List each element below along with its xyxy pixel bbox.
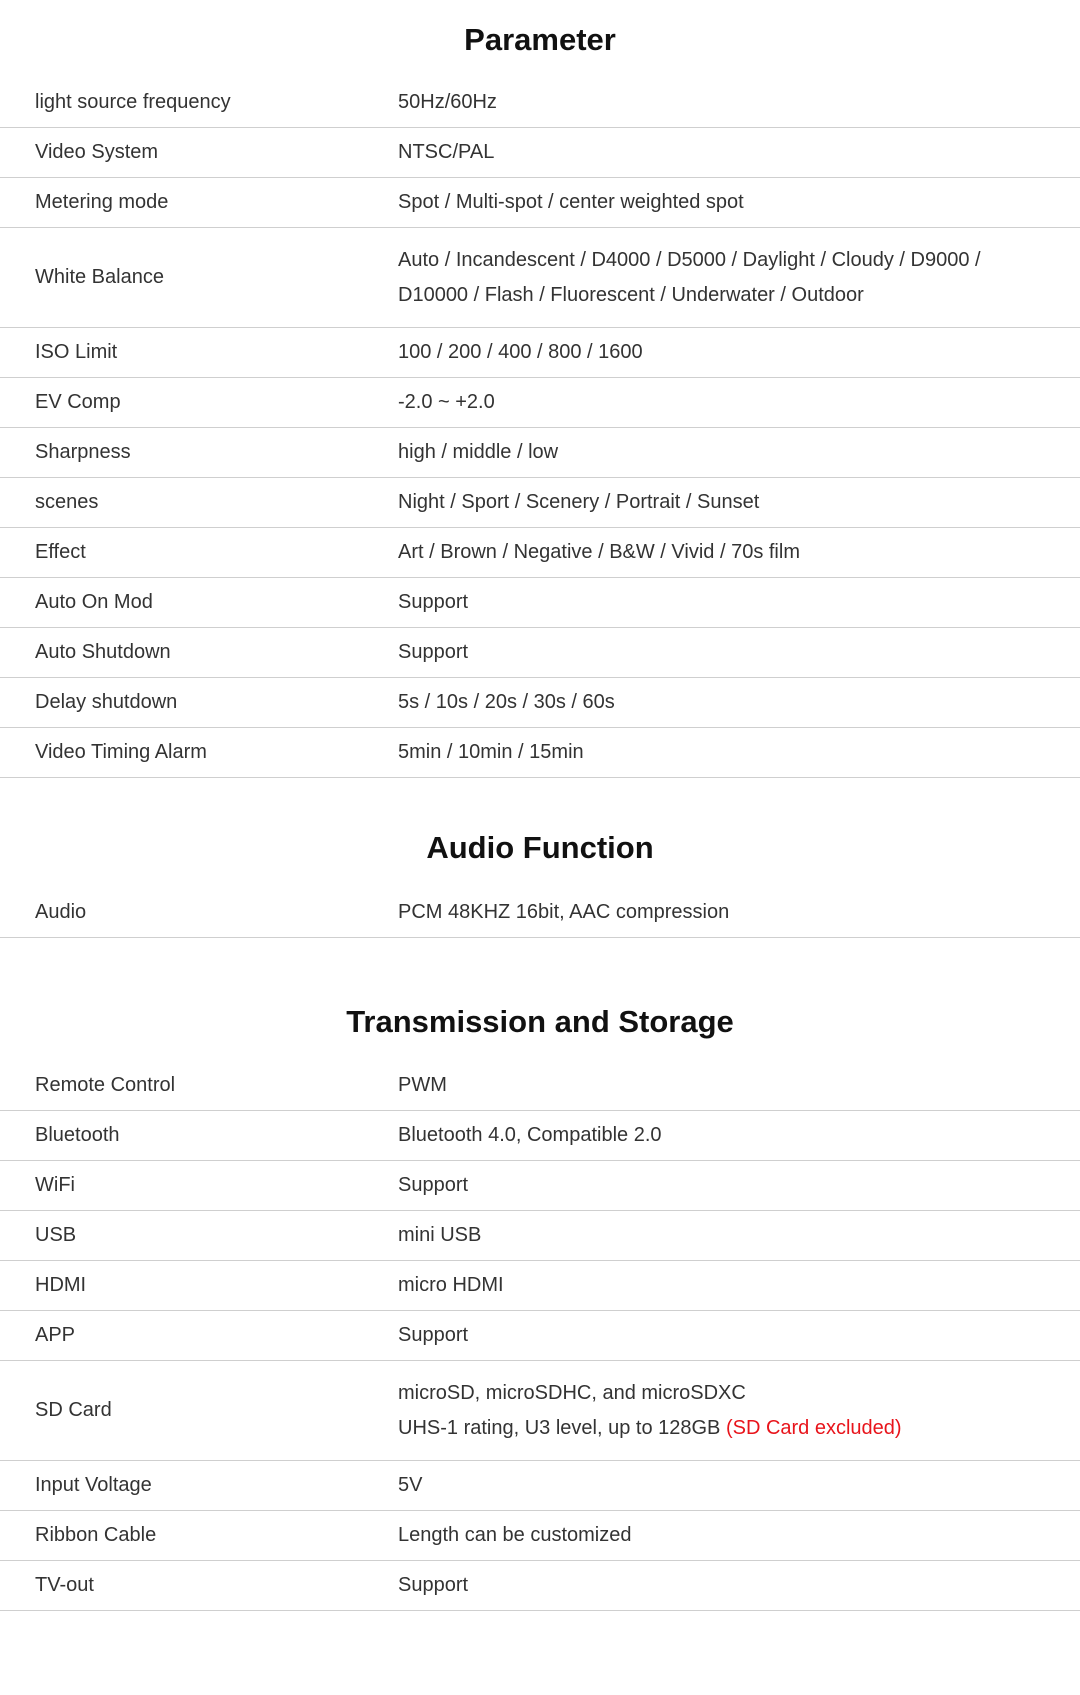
spec-label: Audio <box>35 901 87 923</box>
spec-value: 50Hz/60Hz <box>398 91 497 113</box>
spec-label: HDMI <box>35 1274 87 1296</box>
table-row <box>0 888 1080 938</box>
spec-value: Support <box>398 641 469 663</box>
spec-label: Bluetooth <box>35 1124 120 1146</box>
table-row <box>0 1561 1080 1611</box>
spec-value: Night / Sport / Scenery / Portrait / Sunset <box>398 491 760 513</box>
spec-label: scenes <box>35 491 99 513</box>
table-row <box>0 1311 1080 1361</box>
table-row <box>0 528 1080 578</box>
spec-label: APP <box>35 1324 76 1346</box>
section-title-parameter: Parameter <box>464 22 616 57</box>
spec-value: high / middle / low <box>398 441 559 463</box>
transmission-table <box>0 1061 1080 1611</box>
table-row <box>0 728 1080 778</box>
spec-label: Effect <box>35 541 86 563</box>
table-row <box>0 1261 1080 1311</box>
spec-label: Remote Control <box>35 1074 176 1096</box>
table-row <box>0 478 1080 528</box>
table-row <box>0 1211 1080 1261</box>
spec-label: TV-out <box>35 1574 94 1596</box>
parameter-table <box>0 78 1080 778</box>
spec-label: Metering mode <box>35 191 169 213</box>
spec-label: Input Voltage <box>35 1474 152 1496</box>
spec-label: WiFi <box>35 1174 75 1196</box>
spec-value: micro HDMI <box>398 1274 504 1296</box>
table-row <box>0 628 1080 678</box>
spec-value: Art / Brown / Negative / B&W / Vivid / 70s film <box>398 541 800 563</box>
spec-value: 100 / 200 / 400 / 800 / 1600 <box>398 341 643 363</box>
spec-value: 5s / 10s / 20s / 30s / 60s <box>398 691 615 713</box>
table-row <box>0 1161 1080 1211</box>
spec-label: Auto On Mod <box>35 591 153 613</box>
table-row <box>0 378 1080 428</box>
spec-value: PWM <box>398 1074 447 1096</box>
table-row <box>0 1461 1080 1511</box>
spec-value: Auto / Incandescent / D4000 / D5000 / Daylight / Cloudy / D9000 / D10000 / Flash / Fluorescent / Underwater / Outdoor <box>398 248 981 306</box>
spec-label: USB <box>35 1224 77 1246</box>
table-row <box>0 228 1080 328</box>
sd-card-excluded-note: (SD Card excluded) <box>725 1416 902 1439</box>
spec-value: microSD, microSDHC, and microSDXC UHS-1 rating, U3 level, up to 128GB (SD Card excluded) <box>398 1381 902 1439</box>
table-row <box>0 1511 1080 1561</box>
spec-label: Sharpness <box>35 441 131 463</box>
table-row <box>0 128 1080 178</box>
spec-label: light source frequency <box>35 91 231 113</box>
table-row <box>0 328 1080 378</box>
spec-label: Ribbon Cable <box>35 1524 157 1546</box>
audio-table <box>0 888 1080 938</box>
table-row <box>0 428 1080 478</box>
spec-label: Delay shutdown <box>35 691 178 713</box>
spec-value: -2.0 ~ +2.0 <box>398 391 495 413</box>
spec-value: Bluetooth 4.0, Compatible 2.0 <box>398 1124 662 1146</box>
spec-value: NTSC/PAL <box>398 141 495 163</box>
table-row <box>0 578 1080 628</box>
section-title-transmission: Transmission and Storage <box>346 1004 734 1039</box>
table-row <box>0 1111 1080 1161</box>
spec-label: Video Timing Alarm <box>35 741 207 763</box>
spec-value: 5V <box>398 1474 423 1496</box>
spec-label: White Balance <box>35 266 164 288</box>
spec-value: 5min / 10min / 15min <box>398 741 584 763</box>
table-row <box>0 1061 1080 1111</box>
spec-label: ISO Limit <box>35 341 118 363</box>
section-title-audio: Audio Function <box>426 830 654 865</box>
spec-value: mini USB <box>398 1224 482 1246</box>
table-row <box>0 78 1080 128</box>
spec-value: Spot / Multi-spot / center weighted spot <box>398 191 744 213</box>
spec-value: Support <box>398 1324 469 1346</box>
spec-label: EV Comp <box>35 391 121 413</box>
table-row <box>0 1361 1080 1461</box>
table-row <box>0 678 1080 728</box>
spec-label: Video System <box>35 141 159 163</box>
spec-value: Support <box>398 591 469 613</box>
spec-label: SD Card <box>35 1399 112 1421</box>
spec-label: Auto Shutdown <box>35 641 171 663</box>
spec-value: PCM 48KHZ 16bit, AAC compression <box>398 901 730 923</box>
spec-value: Support <box>398 1174 469 1196</box>
spec-value: Length can be customized <box>398 1524 632 1546</box>
spec-value: Support <box>398 1574 469 1596</box>
table-row <box>0 178 1080 228</box>
